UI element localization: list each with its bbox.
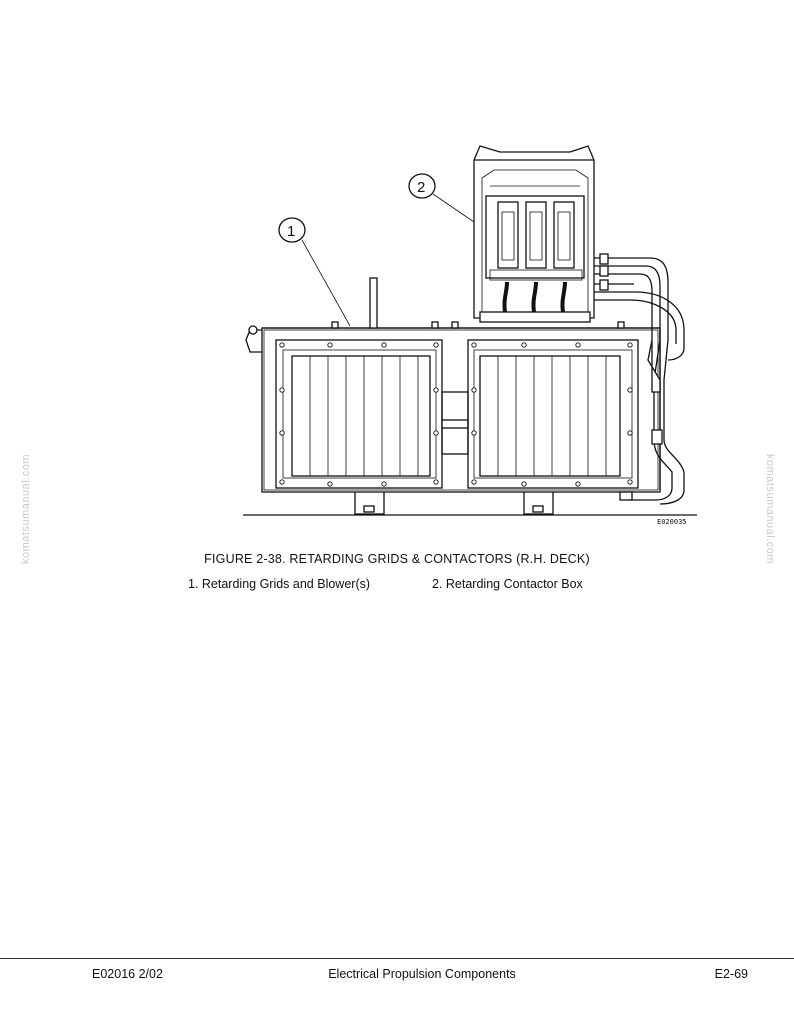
retarding-grid-housing: [246, 278, 660, 492]
left-grid-panel: [276, 340, 442, 488]
footer-page-number: E2-69: [714, 967, 748, 981]
figure-caption: FIGURE 2-38. RETARDING GRIDS & CONTACTORS (R.H. DECK): [204, 552, 590, 566]
callout-2: [409, 174, 474, 222]
watermark-left: komatsumanual.com: [20, 454, 32, 564]
footer-doc-id: E02016 2/02: [92, 967, 163, 981]
watermark-right: komatsumanual.com: [764, 454, 776, 564]
center-linkage: [442, 392, 468, 454]
legend-item-1: 1. Retarding Grids and Blower(s): [188, 577, 371, 591]
cable-conduits: [594, 254, 684, 504]
right-grid-panel: [468, 340, 638, 488]
callout-1: [279, 218, 350, 326]
legend-item-2: 2. Retarding Contactor Box: [432, 577, 583, 591]
footer-rule: [0, 958, 794, 959]
footer-section-title: Electrical Propulsion Components: [328, 967, 516, 981]
callout-1-label: 1: [287, 223, 296, 240]
drawing-code: E020035: [657, 518, 687, 526]
callout-2-label: 2: [417, 179, 426, 196]
mount-feet: [355, 492, 632, 514]
contactor-box: [474, 146, 594, 322]
